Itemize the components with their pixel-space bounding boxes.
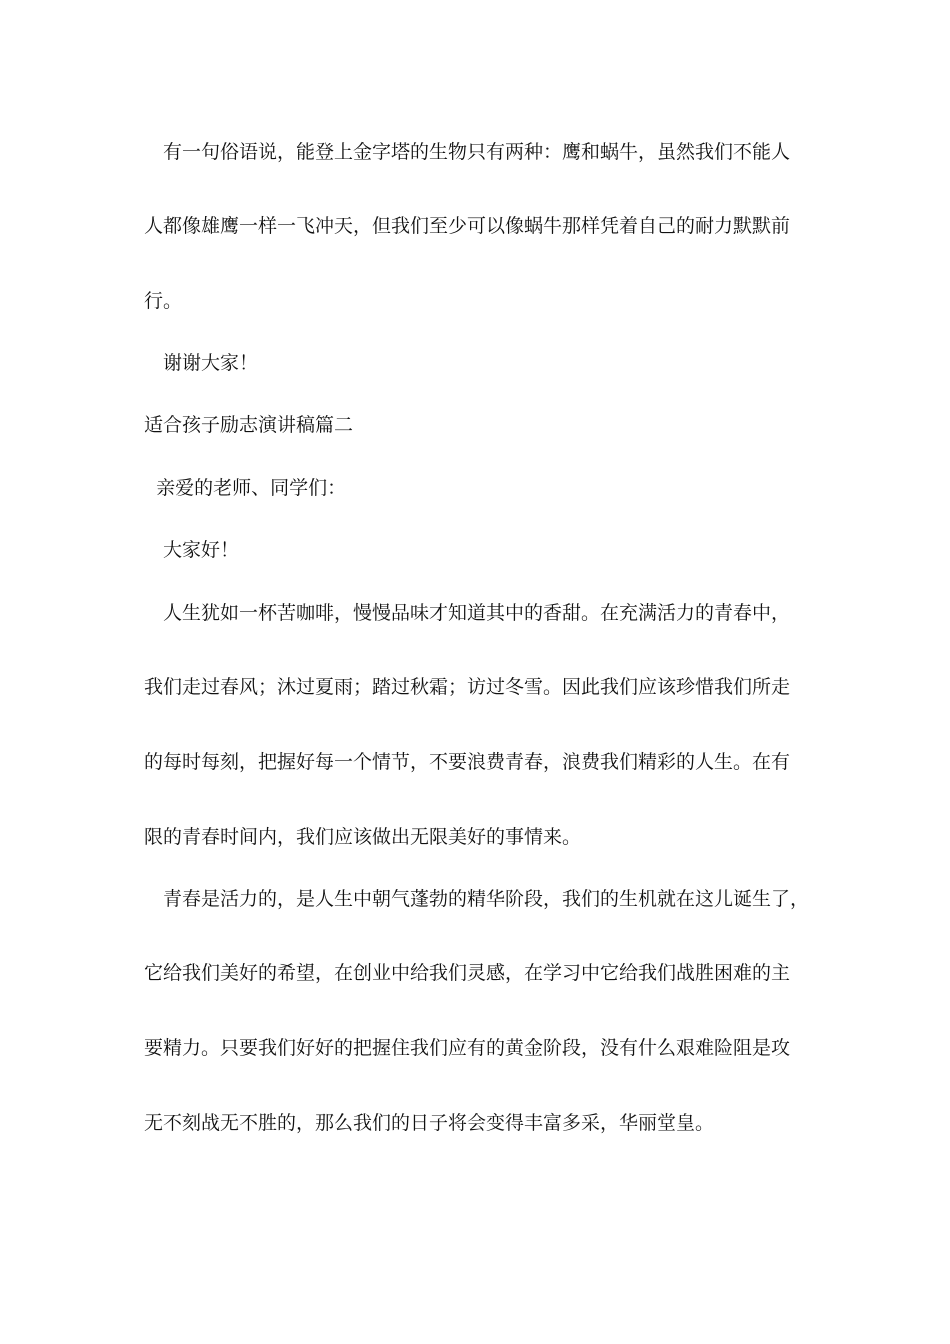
- text-line: 有一句俗语说，能登上金字塔的生物只有两种：鹰和蜗牛，虽然我们不能人: [144, 141, 791, 163]
- text-line: 无不刻战无不胜的，那么我们的日子将会变得丰富多采，华丽堂皇。: [144, 1112, 715, 1134]
- text-line: 我们走过春风；沐过夏雨；踏过秋霜；访过冬雪。因此我们应该珍惜我们所走: [144, 676, 791, 698]
- greeting: 大家好！: [144, 539, 240, 561]
- text-line: 谢谢大家！: [144, 352, 259, 374]
- text-line: 的每时每刻，把握好每一个情节，不要浪费青春，浪费我们精彩的人生。在有: [144, 751, 791, 773]
- text-line: 它给我们美好的希望，在创业中给我们灵感，在学习中它给我们战胜困难的主: [144, 962, 791, 984]
- section-heading: 适合孩子励志演讲稿篇二: [144, 414, 354, 436]
- text-line: 行。: [144, 290, 183, 312]
- text-line: 人都像雄鹰一样一飞冲天，但我们至少可以像蜗牛那样凭着自己的耐力默默前: [144, 215, 791, 237]
- text-line: 限的青春时间内，我们应该做出无限美好的事情来。: [144, 826, 582, 848]
- text-line: 要精力。只要我们好好的把握住我们应有的黄金阶段，没有什么艰难险阻是攻: [144, 1037, 791, 1059]
- text-line: 人生犹如一杯苦咖啡，慢慢品味才知道其中的香甜。在充满活力的青春中，: [144, 602, 791, 624]
- salutation: 亲爱的老师、同学们：: [144, 477, 347, 499]
- text-line: 青春是活力的，是人生中朝气蓬勃的精华阶段，我们的生机就在这儿诞生了，: [144, 888, 810, 910]
